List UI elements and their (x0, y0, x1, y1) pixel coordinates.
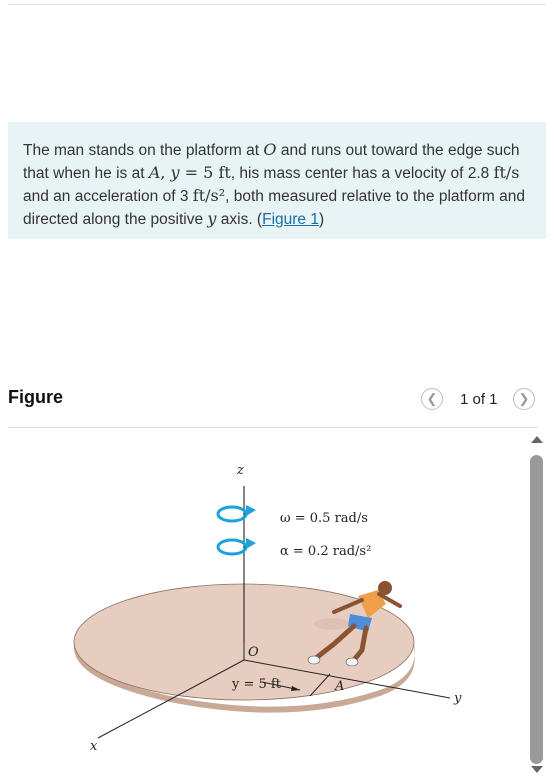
problem-text-5: and an acceleration of 3 (23, 188, 193, 205)
velocity-unit: ft/s (493, 163, 520, 182)
problem-statement (8, 122, 546, 239)
problem-text-6: , both measured relative to the platform and directed along the positive (23, 188, 525, 228)
problem-text-4: , his mass center has a velocity of 2.8 (230, 165, 494, 182)
point-a-label: A (335, 679, 345, 694)
chevron-left-icon: ❮ (426, 391, 438, 406)
top-divider (8, 4, 546, 5)
z-axis-label: z (237, 463, 244, 478)
triangle-down-icon[interactable] (531, 766, 543, 773)
origin-label: O (248, 645, 259, 660)
figure-title: Figure (8, 387, 64, 407)
y-axis-label: y (454, 691, 462, 706)
omega-arrow-icon (218, 505, 256, 521)
problem-text-7: axis. ( (216, 211, 263, 228)
figure-link[interactable]: Figure 1 (262, 211, 319, 228)
problem-text-3: , (160, 163, 171, 182)
acceleration-unit: ft/s² (192, 186, 226, 205)
omega-label: ω = 0.5 rad/s (280, 511, 368, 526)
previous-figure-button[interactable] (421, 388, 443, 410)
point-o: O (263, 140, 277, 159)
chevron-right-icon: ❯ (518, 391, 530, 406)
figure-scrollbar[interactable] (527, 432, 547, 775)
triangle-up-icon[interactable] (531, 436, 543, 443)
point-a: A (148, 163, 161, 182)
axis-variable: y (207, 209, 217, 228)
figure-header (8, 384, 546, 414)
x-axis-label: x (90, 739, 98, 754)
platform-figure (0, 428, 525, 781)
problem-text-1: The man stands on the platform at (23, 142, 264, 159)
dimension-label: y = 5 ft (232, 677, 281, 692)
next-figure-button[interactable] (513, 388, 535, 410)
y-variable: y (170, 163, 180, 182)
alpha-label: α = 0.2 rad/s² (280, 544, 372, 559)
problem-text-2: and runs out toward the edge such that when he is at (23, 142, 520, 182)
figure-counter: 1 of 1 (460, 391, 498, 408)
y-value: = 5 ft (179, 163, 231, 182)
alpha-arrow-icon (218, 538, 256, 554)
problem-text-8: ) (318, 211, 325, 228)
scrollbar-thumb[interactable] (530, 455, 543, 764)
